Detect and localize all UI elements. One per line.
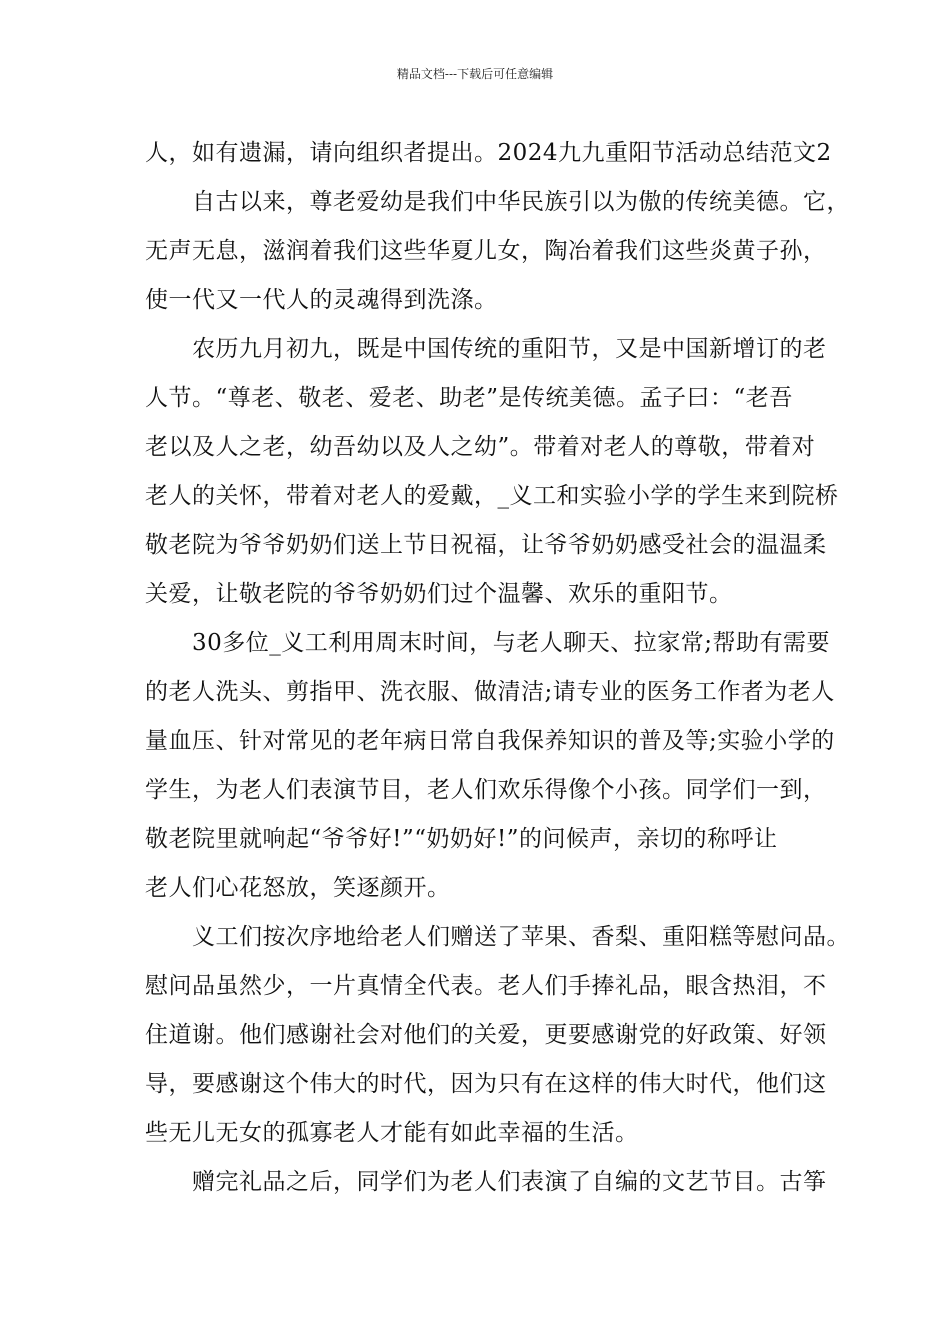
text-line: 自古以来，尊老爱幼是我们中华民族引以为傲的传统美德。它， (192, 189, 850, 215)
text-line: 敬老院为爷爷奶奶们送上节日祝福，让爷爷奶奶感受社会的温温柔 (145, 532, 827, 558)
text-line: 慰问品虽然少，一片真情全代表。老人们手捧礼品，眼含热泪，不 (145, 973, 827, 999)
document-body (145, 129, 850, 1207)
text-line: 老人的关怀，带着对老人的爱戴，_义工和实验小学的学生来到院桥 (145, 483, 839, 509)
text-line: 敬老院里就响起“爷爷好!”“奶奶好!”的问候声，亲切的称呼让 (145, 826, 778, 852)
text-line: 无声无息，滋润着我们这些华夏儿女，陶冶着我们这些炎黄子孙， (145, 238, 827, 264)
text-line: 学生，为老人们表演节目，老人们欢乐得像个小孩。同学们一到， (145, 777, 827, 803)
text-line: 关爱，让敬老院的爷爷奶奶们过个温馨、欢乐的重阳节。 (145, 581, 733, 607)
text-line: 义工们按次序地给老人们赠送了苹果、香梨、重阳糕等慰问品。 (192, 924, 850, 950)
text-line: 30多位_义工利用周末时间，与老人聊天、拉家常;帮助有需要 (192, 630, 831, 656)
text-line: 老以及人之老，幼吾幼以及人之幼”。带着对老人的尊敬，带着对 (145, 434, 816, 460)
page-header: 精品文档---下载后可任意编辑 (396, 67, 554, 81)
text-line: 人节。“尊老、敬老、爱老、助老”是传统美德。孟子曰：“老吾 (145, 385, 793, 411)
text-line: 赠完礼品之后，同学们为老人们表演了自编的文艺节目。古筝 (192, 1169, 827, 1195)
text-line: 导，要感谢这个伟大的时代，因为只有在这样的伟大时代，他们这 (145, 1071, 827, 1097)
text-line: 量血压、针对常见的老年病日常自我保养知识的普及等;实验小学的 (145, 728, 835, 754)
text-line: 农历九月初九，既是中国传统的重阳节，又是中国新增订的老 (192, 336, 827, 362)
text-line: 住道谢。他们感谢社会对他们的关爱，更要感谢党的好政策、好领 (145, 1022, 827, 1048)
text-line: 老人们心花怒放，笑逐颜开。 (145, 875, 451, 901)
text-line: 人，如有遗漏，请向组织者提出。2024九九重阳节活动总结范文2 (145, 140, 832, 166)
text-line: 使一代又一代人的灵魂得到洗涤。 (145, 287, 498, 313)
text-line: 的老人洗头、剪指甲、洗衣服、做清洁;请专业的医务工作者为老人 (145, 679, 835, 705)
text-line: 些无儿无女的孤寡老人才能有如此幸福的生活。 (145, 1120, 639, 1146)
